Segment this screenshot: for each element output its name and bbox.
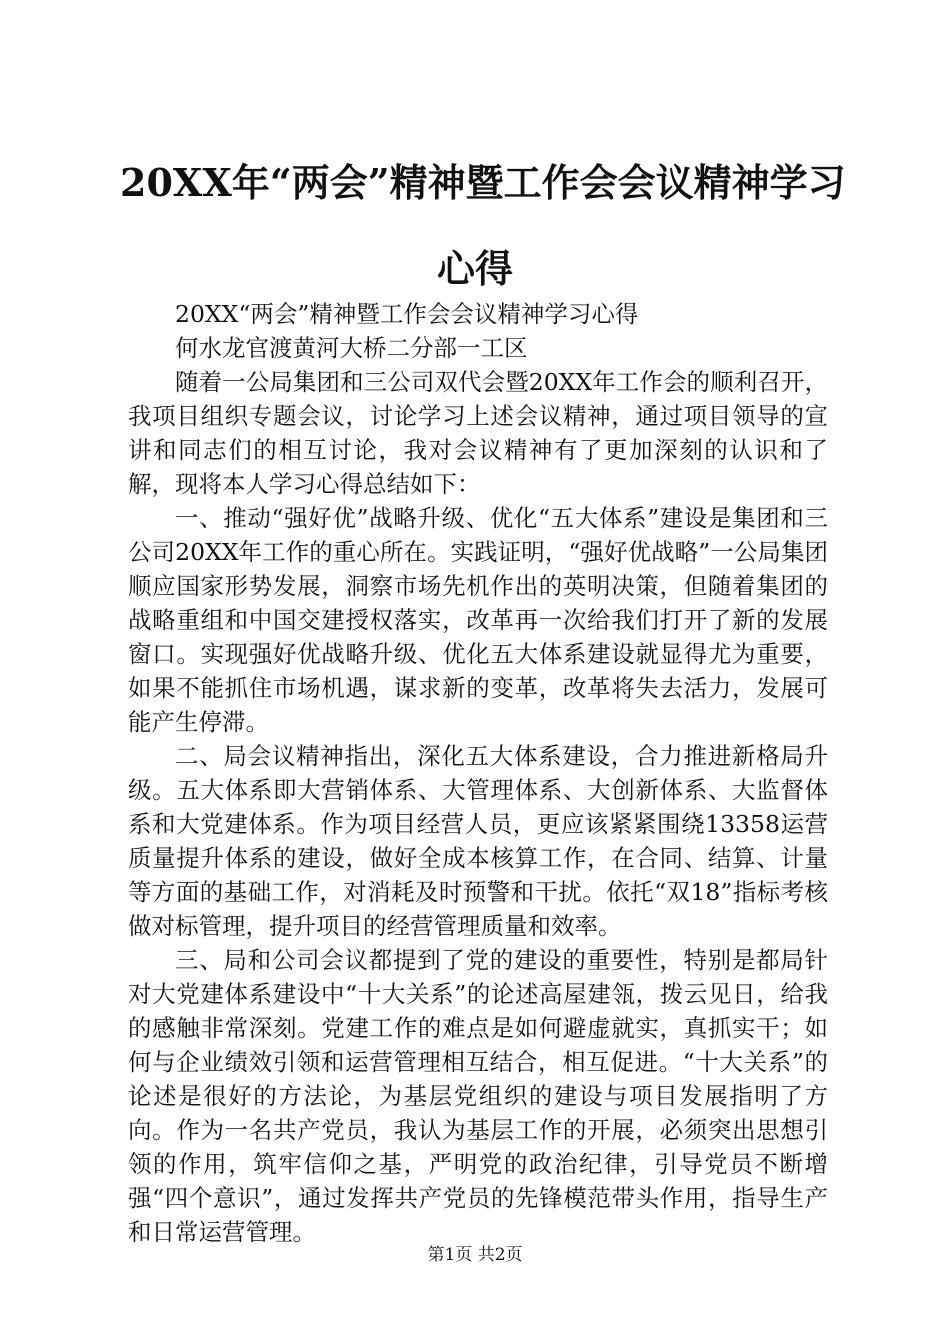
document-subtitle: 20XX“两会”精神暨工作会会议精神学习心得: [175, 300, 639, 328]
document-title-line2: 心得: [436, 246, 513, 291]
body-paragraph-1: 一、推动“强好优”战略升级、优化“五大体系”建设是集团和三公司20XX年工作的重心所在。实践证明，“强好优战略”一公局集团顺应国家形势发展，洞察市场先机作出的英明决策，但随着集团的战略重组和中国交建授权落实，改革再一次给我们打开了新的发展窗口。实现强好优战略升级、优化五大体系建设就显得尤为重要，如果不能抓住市场机遇，谋求新的变革，改革将失去活力，发展可能产生停滞。: [128, 504, 828, 736]
document-title-line1: 20XX年“两会”精神暨工作会会议精神学习: [120, 160, 846, 205]
body-paragraph-2: 二、局会议精神指出，深化五大体系建设，合力推进新格局升级。五大体系即大营销体系、大管理体系、大创新体系、大监督体系和大党建体系。作为项目经营人员，更应该紧紧围绕13358运营质量提升体系的建设，做好全成本核算工作，在合同、结算、计量等方面的基础工作，对消耗及时预警和干扰。依托“双18”指标考核做对标管理，提升项目的经营管理质量和效率。: [128, 742, 828, 940]
document-author: 何水龙官渡黄河大桥二分部一工区: [175, 334, 528, 362]
body-paragraph-intro: 随着一公局集团和三公司双代会暨20XX年工作会的顺利召开，我项目组织专题会议，讨论学习上述会议精神，通过项目领导的宣讲和同志们的相互讨论，我对会议精神有了更加深刻的认识和了解，现将本人学习心得总结如下：: [128, 368, 828, 498]
body-paragraph-3: 三、局和公司会议都提到了党的建设的重要性，特别是都局针对大党建体系建设中“十大关系”的论述高屋建瓴，拨云见日，给我的感触非常深刻。党建工作的难点是如何避虚就实，真抓实干；如何与企业绩效引领和运营管理相互结合，相互促进。“十大关系”的论述是很好的方法论，为基层党组织的建设与项目发展指明了方向。作为一名共产党员，我认为基层工作的开展，必须突出思想引领的作用，筑牢信仰之基，严明党的政治纪律，引导党员不断增强“四个意识”，通过发挥共产党员的先锋模范带头作用，指导生产和日常运营管理。: [128, 946, 828, 1246]
document-body: [128, 297, 828, 1249]
page-number-footer: 第1页 共2页: [427, 1245, 523, 1265]
